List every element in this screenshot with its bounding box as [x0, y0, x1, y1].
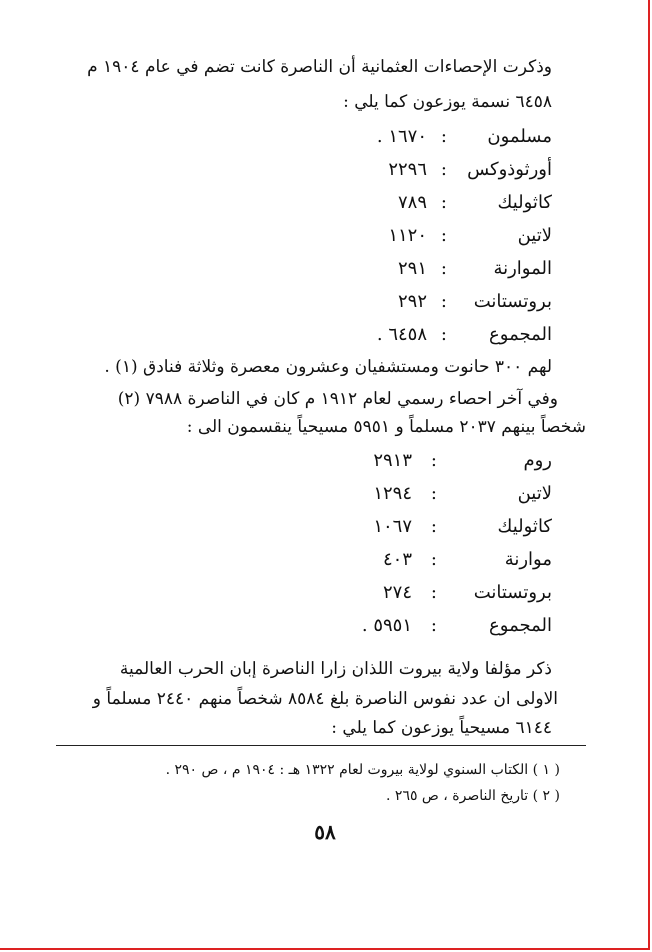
row-name: بروتستانت	[473, 291, 552, 312]
row-value: ٢٢٩٦	[388, 159, 427, 180]
row-value: ١٠٦٧	[373, 516, 412, 537]
table-row	[252, 254, 552, 287]
row-colon: :	[440, 159, 447, 180]
row-colon: :	[430, 450, 437, 471]
row-colon: :	[430, 516, 437, 537]
row-colon: :	[430, 549, 437, 570]
row-name: المجموع	[489, 324, 552, 345]
row-name: لاتين	[517, 225, 552, 246]
row-colon: :	[440, 192, 447, 213]
row-name: مسلمون	[487, 126, 552, 147]
row-name: كاثوليك	[497, 516, 552, 537]
table-row	[252, 512, 552, 545]
table-row	[252, 287, 552, 320]
table-row	[252, 188, 552, 221]
row-colon: :	[440, 291, 447, 312]
row-colon: :	[430, 582, 437, 603]
table-row-total	[252, 611, 552, 644]
table-row	[252, 122, 552, 155]
row-value: ٢٩١٣	[373, 450, 412, 471]
row-name: أورثوذوكس	[467, 159, 552, 180]
row-value: ٤٠٣	[382, 549, 412, 570]
stats-1912-table	[252, 446, 552, 644]
row-colon: :	[440, 225, 447, 246]
paragraph-3-line-1: ذكر مؤلفا ولاية بيروت اللذان زارا الناصرة إبان الحرب العالمية	[119, 659, 552, 679]
row-colon: :	[430, 615, 437, 636]
footnote-1: ( ١ ) الكتاب السنوي لولاية بيروت لعام ١٣٢٢ هـ : ١٩٠٤ م ، ص ٢٩٠ .	[165, 762, 560, 778]
row-value: ٦٤٥٨ .	[376, 324, 427, 345]
row-value: ٢٧٤	[382, 582, 412, 603]
table-row-total	[252, 320, 552, 353]
paragraph-3-line-2: الاولى ان عدد نفوس الناصرة بلغ ٨٥٨٤ شخصاً منهم ٢٤٤٠ مسلماً و	[92, 689, 558, 709]
paragraph-2-line-2: وفي آخر احصاء رسمي لعام ١٩١٢ م كان في الناصرة ٧٩٨٨ (٢)	[117, 389, 558, 409]
row-value: ٢٩٢	[397, 291, 427, 312]
row-value: ٧٨٩	[397, 192, 427, 213]
paragraph-2-line-3: شخصاً بينهم ٢٠٣٧ مسلماً و ٥٩٥١ مسيحياً ينقسمون الى :	[186, 417, 586, 437]
row-name: المجموع	[489, 615, 552, 636]
intro-line-2: ٦٤٥٨ نسمة يوزعون كما يلي :	[343, 92, 552, 112]
row-colon: :	[430, 483, 437, 504]
row-colon: :	[440, 258, 447, 279]
row-value: ١١٢٠	[388, 225, 427, 246]
footnote-2: ( ٢ ) تاريخ الناصرة ، ص ٢٦٥ .	[386, 788, 560, 804]
row-name: الموارنة	[493, 258, 552, 279]
table-row	[252, 545, 552, 578]
row-colon: :	[440, 126, 447, 147]
row-value: ١٦٧٠ .	[376, 126, 427, 147]
table-row	[252, 446, 552, 479]
intro-line-1: وذكرت الإحصاءات العثمانية أن الناصرة كانت تضم في عام ١٩٠٤ م	[87, 57, 552, 77]
row-name: بروتستانت	[473, 582, 552, 603]
paragraph-2-line-1: لهم ٣٠٠ حانوت ومستشفيان وعشرون معصرة وثلاثة فنادق (١) .	[104, 357, 552, 377]
row-value: ٢٩١	[397, 258, 427, 279]
table-row	[252, 578, 552, 611]
row-colon: :	[440, 324, 447, 345]
row-value: ١٢٩٤	[373, 483, 412, 504]
row-name: لاتين	[517, 483, 552, 504]
row-value: ٥٩٥١ .	[361, 615, 412, 636]
row-name: روم	[523, 450, 552, 471]
row-name: كاثوليك	[497, 192, 552, 213]
stats-1904-table	[252, 122, 552, 353]
table-row	[252, 479, 552, 512]
footnote-divider	[56, 745, 586, 746]
row-name: موارنة	[504, 549, 552, 570]
table-row	[252, 155, 552, 188]
paragraph-3-line-3: ٦١٤٤ مسيحياً يوزعون كما يلي :	[331, 718, 552, 738]
table-row	[252, 221, 552, 254]
page-number: ٥٨	[314, 820, 336, 844]
